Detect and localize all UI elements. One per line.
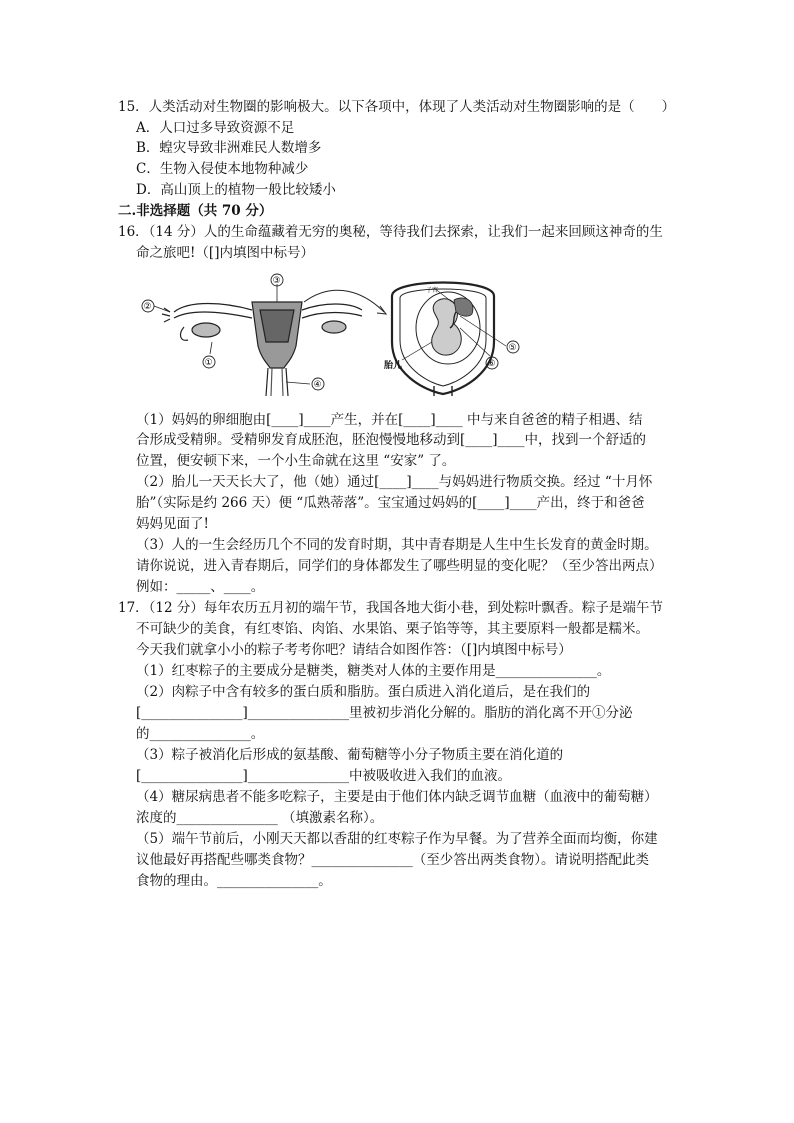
- q17-stem-line1: 17．（12 分）每年农历五月初的端午节，我国各地大街小巷，到处粽叶飘香。粽子是端午节: [118, 600, 663, 616]
- arrow-line: [304, 290, 384, 312]
- label-3: ③: [272, 276, 281, 286]
- q16-part3-line3: 例如：_____、____。: [136, 579, 265, 595]
- q16-part2-line3: 妈妈见面了!: [136, 516, 209, 532]
- q17-part5-line3: 食物的理由。_______________。: [136, 873, 332, 889]
- q17-stem-line2: 不可缺少的美食，有红枣馅、肉馅、水果馅、栗子馅等等，其主要原料一般都是糯米。: [136, 621, 649, 637]
- q17-part2-line1: （2）肉粽子中含有较多的蛋白质和脂肪。蛋白质进入消化道后，是在我们的: [136, 684, 591, 700]
- label-1: ①: [204, 358, 213, 368]
- female-reproductive-diagram: [154, 284, 362, 396]
- q17-part5-line1: （5）端午节前后，小刚天天都以香甜的红枣粽子作为早餐。为了营养全面而均衡，你建: [136, 831, 658, 847]
- label-5: ⑤: [508, 343, 517, 353]
- q17-part1: （1）红枣粽子的主要成分是糖类，糖类对人体的主要作用是_______________。: [136, 663, 611, 679]
- q15-option-c: C．生物入侵使本地物种减少: [136, 161, 309, 177]
- label-2: ②: [143, 302, 152, 312]
- q16-part1-line2: 合形成受精卵。受精卵发育成胚泡，胚泡慢慢地移动到[____]____中，找到一个舒适的: [136, 432, 647, 448]
- label-4: ④: [313, 380, 322, 390]
- section-heading: 二.非选择题（共 70 分）: [118, 203, 273, 219]
- q16-part3-line2: 请你说说，进入青春期后，同学们的身体都发生了哪些明显的变化呢？（至少答出两点）: [136, 558, 663, 574]
- q17-part5-line2: 议他最好再搭配些哪类食物？_______________（至少答出两类食物）。请说明搭配此类: [136, 852, 649, 868]
- q16-stem-line2: 命之旅吧!（[]内填图中标号）: [136, 245, 314, 261]
- q17-part4-line1: （4）糖尿病患者不能多吃粽子，主要是由于他们体内缺乏调节血糖（血液中的葡萄糖）: [136, 789, 658, 805]
- q15-option-b: B．蝗灾导致非洲难民人数增多: [136, 140, 322, 156]
- label-uterus-small: 子宫: [426, 287, 439, 294]
- label-6: ⑥: [487, 359, 496, 369]
- q17-part2-line3: 的_______________。: [136, 726, 265, 742]
- q16-part1-line3: 位置，便安顿下来，一个小生命就在这里 “安家” 了。: [136, 453, 456, 469]
- q17-part2-line2: [_______________]_______________里被初步消化分解的。脂肪的消化离不开①分泌: [136, 705, 633, 721]
- q15-option-a: A．人口过多导致资源不足: [136, 120, 295, 136]
- label-fetus: 胎儿: [384, 361, 403, 371]
- q15-stem: 15．人类活动对生物圈的影响极大。以下各项中，体现了人类活动对生物圈影响的是（ ）: [118, 99, 676, 115]
- q16-part1-line1: （1）妈妈的卵细胞由[____]____产生，并在[____]____ 中与来自爸爸的精子相遇、结: [136, 412, 643, 428]
- q17-stem-line3: 今天我们就拿小小的粽子考考你吧？请结合如图作答：（[]内填图中标号）: [136, 642, 572, 658]
- q16-part2-line1: （2）胎儿一天天长大了，他（她）通过[____]____与妈妈进行物质交换。经过 “十月怀: [136, 474, 653, 490]
- q15-option-d: D．高山顶上的植物一般比较矮小: [136, 182, 336, 198]
- q17-part3-line1: （3）粽子被消化后形成的氨基酸、葡萄糖等小分子物质主要在消化道的: [136, 747, 564, 763]
- q17-part4-line2: 浓度的_______________ （填激素名称）。: [136, 810, 384, 826]
- reproduction-figure: [134, 272, 534, 400]
- q16-part2-line2: 胎”（实际是约 266 天）便 “瓜熟蒂落”。宝宝通过妈妈的[____]____产出，终于和爸爸: [136, 495, 645, 511]
- fetus-in-uterus-diagram: [392, 283, 506, 397]
- q17-part3-line2: [_______________]_______________中被吸收进入我们的血液。: [136, 768, 512, 784]
- q16-stem-line1: 16．（14 分）人的生命蕴藏着无穷的奥秘，等待我们去探索，让我们一起来回顾这神奇的生: [118, 224, 663, 240]
- q16-part3-line1: （3）人的一生会经历几个不同的发育时期，其中青春期是人生中生长发育的黄金时期。: [136, 537, 658, 553]
